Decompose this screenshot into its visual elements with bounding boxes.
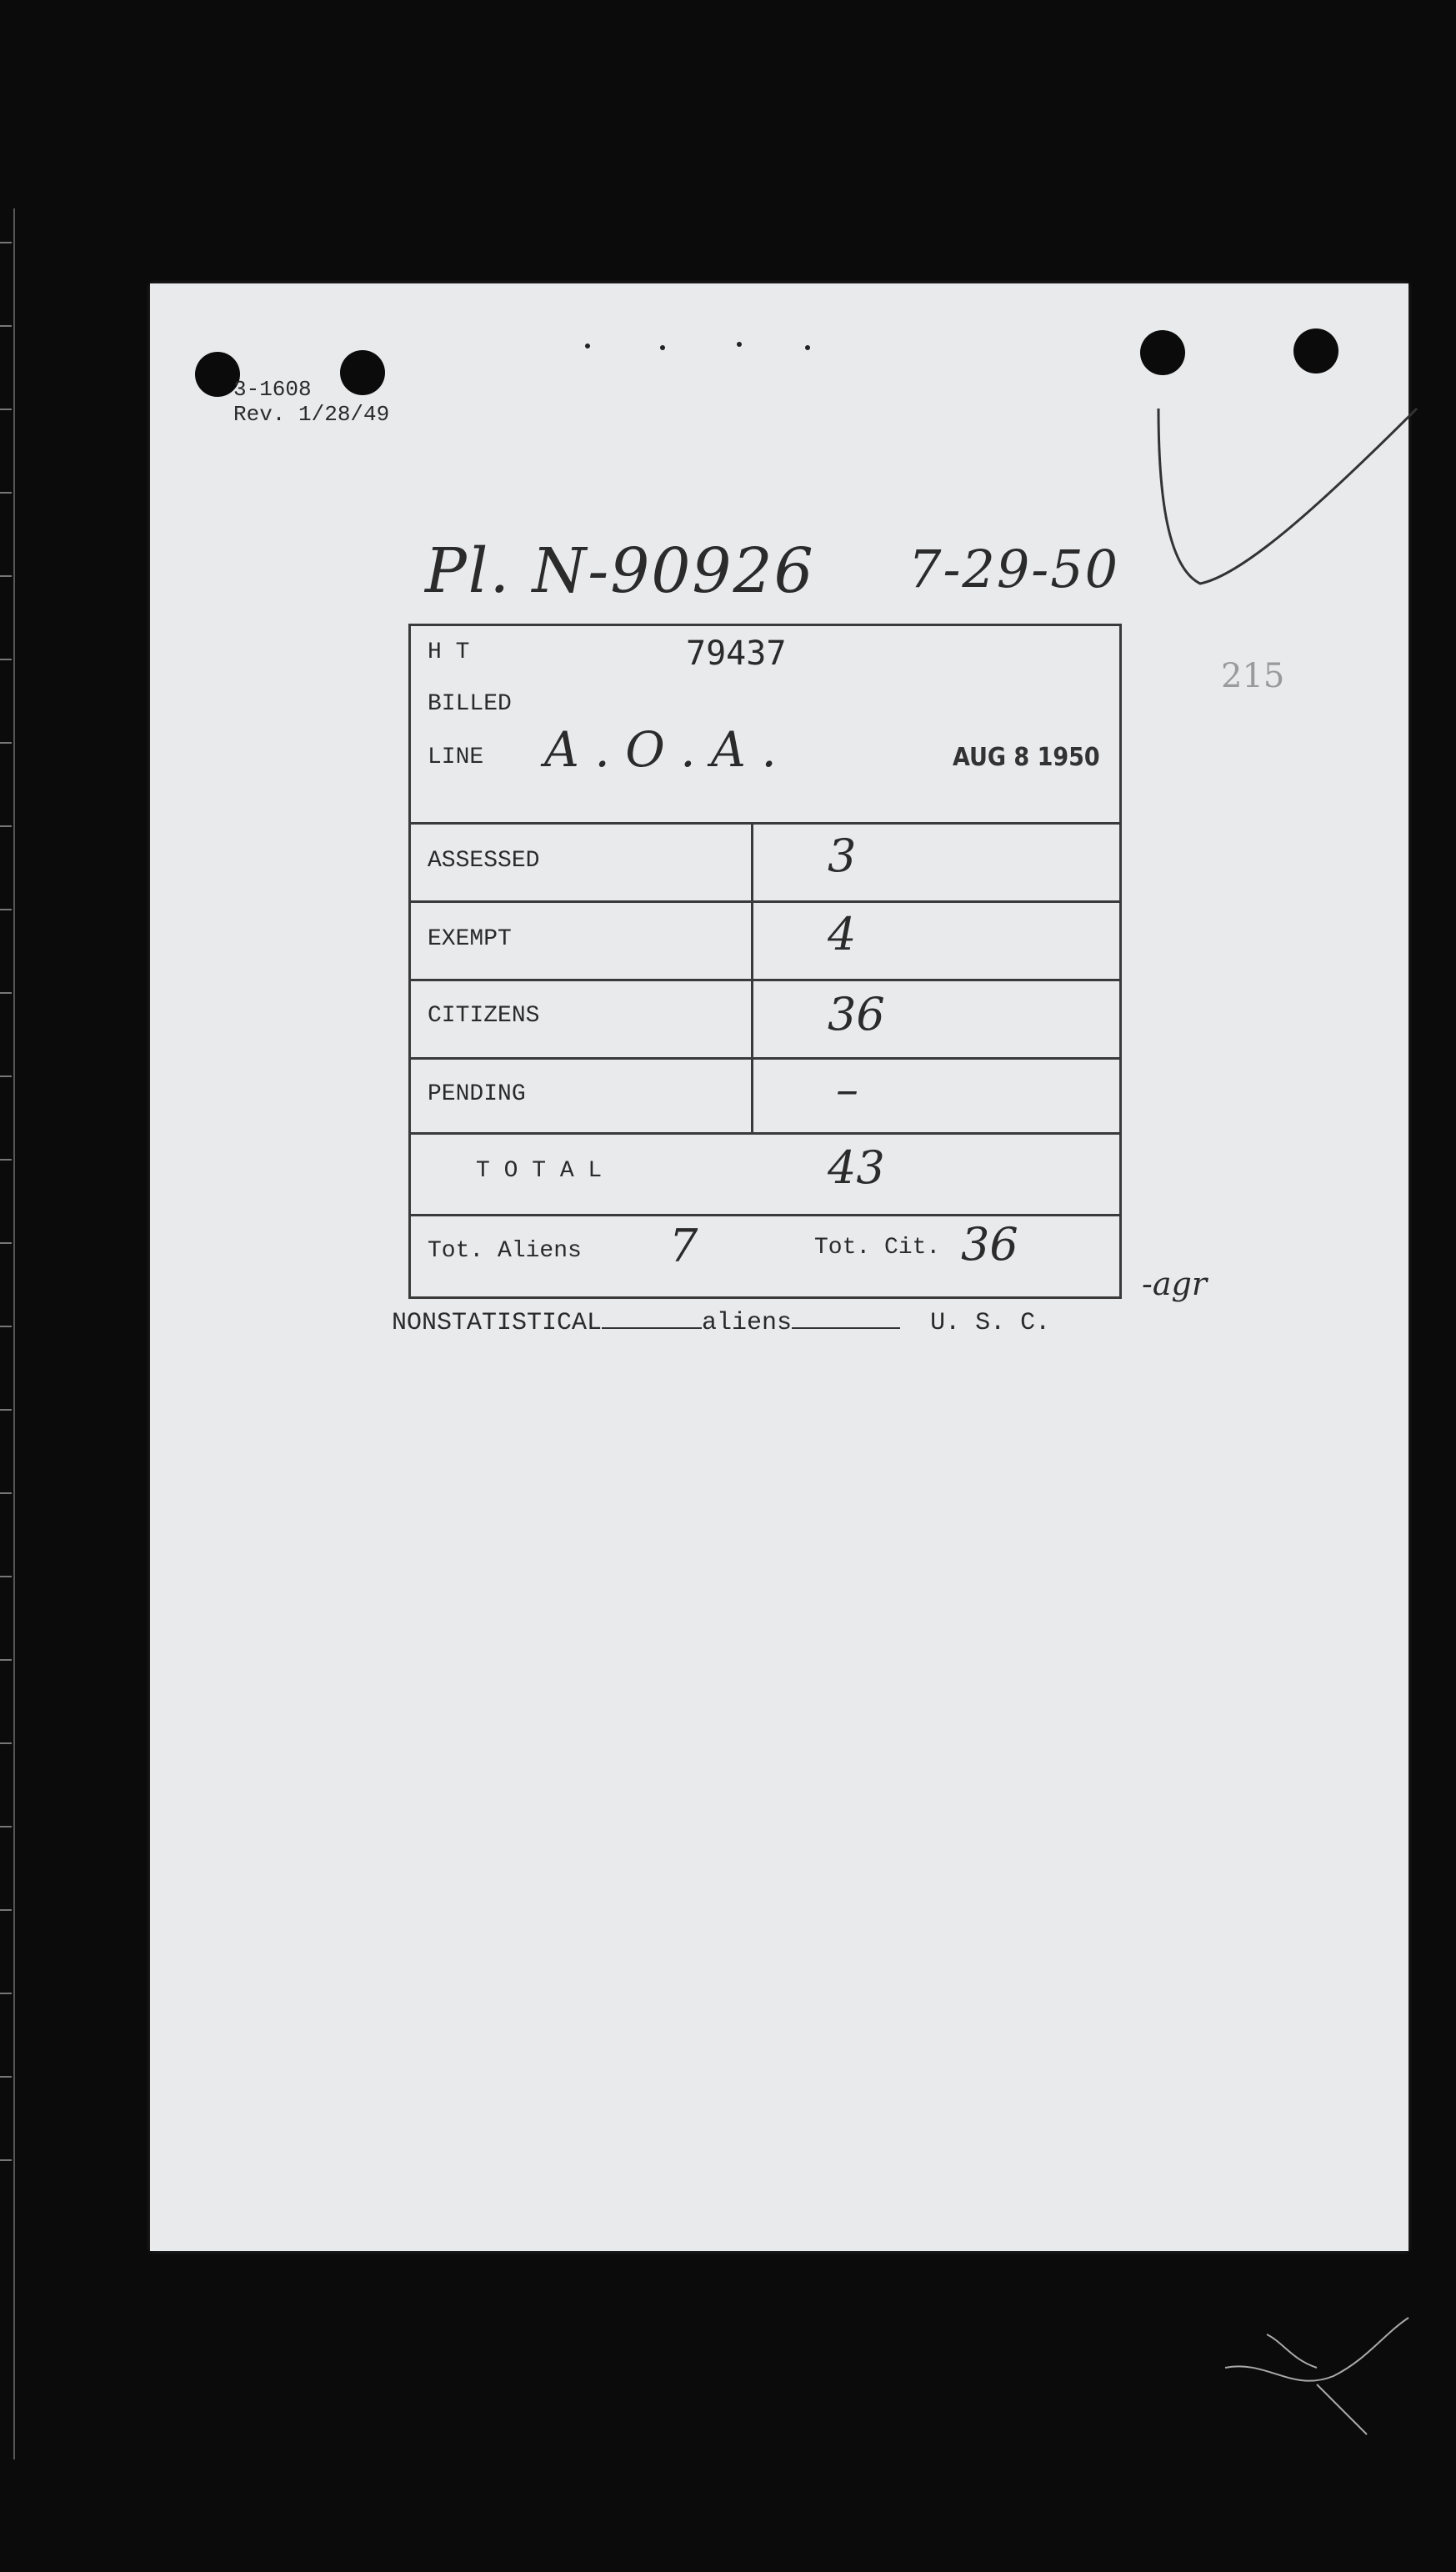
total-value: 43 [828,1141,885,1194]
film-edge [0,208,15,2459]
table-row [411,1060,1119,1135]
row-value: 4 [828,908,857,960]
blank-line [792,1311,900,1329]
checkmark-icon [1150,375,1425,592]
punch-hole [1140,330,1185,375]
initials: -agr [1142,1266,1207,1302]
row-value: 36 [828,988,885,1040]
speck [737,342,742,347]
total-row [411,1135,1119,1216]
table-row [411,903,1119,981]
tot-aliens-value: 7 [669,1220,698,1272]
nonstatistical-prefix: NONSTATISTICAL [392,1309,603,1337]
punch-hole [340,350,385,395]
speck [805,345,810,350]
side-number: 215 [1221,657,1285,695]
speck [660,345,665,350]
row-value: 3 [828,830,857,882]
billed-label: BILLED [428,691,512,717]
table-row [411,825,1119,903]
line-label: LINE [428,745,484,770]
ht-value: 79437 [686,634,787,673]
ht-label: H T [428,639,470,665]
punch-hole [1293,328,1338,374]
nonstatistical-aliens: aliens [702,1309,793,1337]
blank-line [602,1311,702,1329]
document-page [150,283,1408,2251]
table-row [411,981,1119,1060]
line-value: A . O . A . [544,721,777,778]
nonstatistical-suffix: U. S. C. [930,1309,1051,1337]
row-label: EXEMPT [428,926,512,952]
file-number: Pl. N-90926 [425,535,815,607]
row-label: PENDING [428,1081,526,1107]
tot-cit-value: 36 [961,1218,1018,1271]
date-stamp: AUG 8 1950 [953,743,1100,772]
row-value: – [836,1063,858,1116]
speck [585,343,590,348]
row-label: CITIZENS [428,1003,540,1029]
table-header [411,626,1119,825]
record-table [408,624,1122,1299]
tot-cit-label: Tot. Cit. [814,1235,941,1261]
total-label: T O T A L [476,1158,603,1184]
nonstatistical-line [392,1309,1050,1337]
form-revision: Rev. 1/28/49 [233,402,390,427]
handwritten-date: 7-29-50 [908,539,1120,599]
tot-aliens-label: Tot. Aliens [428,1238,582,1264]
form-code: 3-1608 [233,377,312,402]
totals-line [411,1216,1119,1296]
row-label: ASSESSED [428,848,540,874]
film-scratch [1217,2284,1433,2468]
